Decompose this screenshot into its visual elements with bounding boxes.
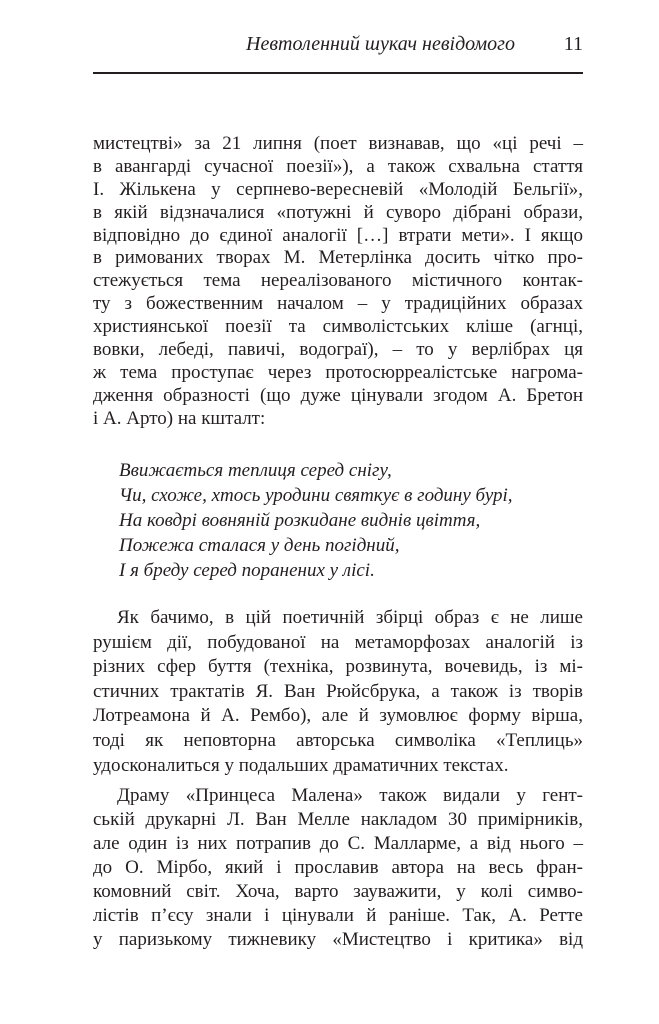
text-line: ту з божественним началом – у традиційних образах	[93, 293, 583, 315]
text-line: і А. Арто) на кшталт:	[93, 407, 266, 429]
text-line: християнської поезії та символістських кліше (агнці,	[93, 316, 583, 338]
verse-line: На ковдрі вовняній розкидане виднів цвіття,	[119, 510, 481, 531]
text-line: в авангарді сучасної поезії»), а також схвальна стаття	[93, 155, 583, 177]
text-line: але один із них потрапив до С. Малларме, а від нього –	[93, 833, 583, 854]
text-line: Як бачимо, в цій поетичній збірці образ є не лише	[117, 607, 583, 628]
header-rule	[93, 72, 583, 74]
verse-line: Ввижається теплиця серед снігу,	[119, 460, 392, 481]
text-line: вовки, лебеді, павичі, водограї), – то у верлібрах ця	[93, 339, 583, 361]
text-line: стежується тема нереалізованого містичного контак-	[93, 270, 583, 292]
text-line: тоді як неповторна авторська символіка «Теплиць»	[93, 729, 583, 751]
verse-line: Чи, схоже, хтось уродини святкує в годину бурі,	[119, 485, 513, 506]
text-line: рушієм дії, побудованої на метаморфозах аналогій із	[93, 631, 583, 653]
verse-quote	[93, 458, 583, 583]
text-line: до О. Мірбо, який і прославив автора на весь фран-	[93, 857, 583, 878]
text-line: Драму «Принцеса Малена» також видали у гент-	[117, 785, 583, 806]
verse-line: І я бреду серед поранених у лісі.	[119, 560, 375, 581]
text-line: ській друкарні Л. Ван Мелле накладом 30 примірників,	[93, 809, 583, 830]
paragraph-2	[93, 606, 583, 778]
text-line: лістів п’єсу знали і цінували й раніше. Так, А. Ретте	[93, 905, 583, 926]
paragraph-1	[93, 133, 583, 431]
text-line: мистецтві» за 21 липня (поет визнавав, що «ці речі –	[93, 133, 583, 154]
verse-line: Пожежа сталася у день погідний,	[119, 535, 400, 556]
text-line: І. Жількена у серпнево-вересневій «Молодій Бельгії»,	[93, 178, 583, 200]
paragraph-3	[93, 784, 583, 952]
text-line: відповідно до єдиної аналогії […] втрати мети». І якщо	[93, 224, 583, 246]
text-line: удосконалиться у подальших драматичних текстах.	[93, 754, 509, 776]
text-line: стичних трактатів Я. Ван Рюйсбрука, а також із творів	[93, 680, 583, 702]
text-line: у паризькому тижневику «Мистецтво і критика» від	[93, 929, 583, 950]
text-line: ж тема проступає через протосюрреалістське нагрома-	[93, 361, 583, 383]
text-line: комовний світ. Хоча, варто зауважити, у колі симво-	[93, 881, 583, 902]
running-title: Невтоленний шукач невідомого	[246, 33, 515, 55]
text-line: дження образності (що дуже цінували згодом А. Бретон	[93, 384, 583, 406]
text-line: Лотреамона й А. Рембо), але й зумовлює форму вірша,	[93, 705, 583, 727]
running-header	[93, 30, 583, 58]
text-line: в якій відзначалися «потужні й суворо дібрані образи,	[93, 201, 583, 223]
page-number: 11	[563, 33, 583, 55]
text-line: в римованих творах М. Метерлінка досить чітко про-	[93, 247, 583, 269]
text-line: різних сфер буття (техніка, розвинута, вочевидь, із мі-	[93, 656, 583, 678]
